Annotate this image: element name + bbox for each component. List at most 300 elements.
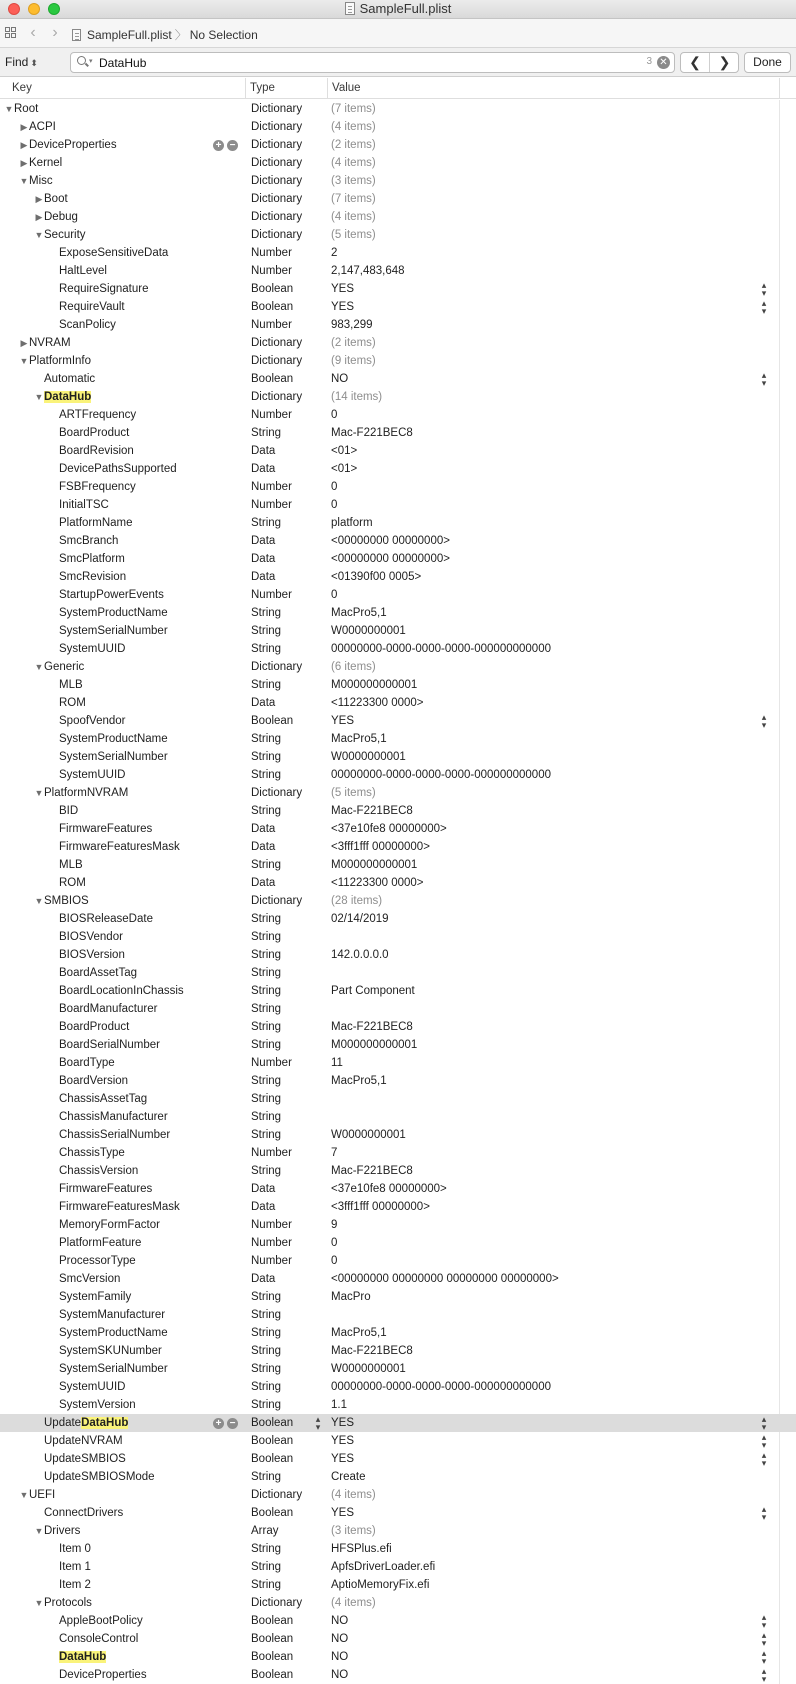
row-type[interactable]: Number <box>251 319 292 331</box>
row-type[interactable]: Data <box>251 1183 276 1195</box>
row-type[interactable]: String <box>251 517 282 529</box>
outline-row[interactable] <box>0 1432 796 1450</box>
outline-row[interactable] <box>0 568 796 586</box>
row-type[interactable]: String <box>251 931 282 943</box>
row-type[interactable]: Boolean <box>251 1615 294 1627</box>
outline-row[interactable] <box>0 388 796 406</box>
disclosure-expanded-icon[interactable]: ▼ <box>4 104 14 114</box>
disclosure-collapsed-icon[interactable]: ▶ <box>20 140 28 150</box>
disclosure-expanded-icon[interactable]: ▼ <box>34 1526 44 1536</box>
outline-row[interactable] <box>0 1324 796 1342</box>
outline-row[interactable] <box>0 802 796 820</box>
add-item-icon[interactable]: + <box>213 1418 224 1429</box>
boolean-popup-chevron-icon[interactable]: ▴ ▾ <box>761 280 767 298</box>
row-value[interactable]: (2 items) <box>331 139 376 151</box>
row-value[interactable]: YES <box>331 301 355 313</box>
outline-row[interactable] <box>0 1288 796 1306</box>
outline-row[interactable] <box>0 928 796 946</box>
outline-row[interactable] <box>0 532 796 550</box>
disclosure-expanded-icon[interactable]: ▼ <box>34 788 44 798</box>
row-type[interactable]: String <box>251 1327 282 1339</box>
outline-row[interactable] <box>0 982 796 1000</box>
outline-row[interactable] <box>0 1180 796 1198</box>
row-value[interactable]: MacPro <box>331 1291 371 1303</box>
outline-row[interactable] <box>0 712 796 730</box>
done-button[interactable]: Done <box>744 52 791 73</box>
outline-row[interactable] <box>0 892 796 910</box>
outline-row[interactable] <box>0 1090 796 1108</box>
next-match-button[interactable]: ❯ <box>718 54 731 70</box>
row-type[interactable]: String <box>251 1129 282 1141</box>
row-value[interactable]: <01390f00 0005> <box>331 571 422 583</box>
row-value[interactable]: <3fff1fff 00000000> <box>331 841 430 853</box>
row-value[interactable]: MacPro5,1 <box>331 1327 387 1339</box>
row-value[interactable]: (4 items) <box>331 157 376 169</box>
row-value[interactable]: <11223300 0000> <box>331 877 424 889</box>
row-type[interactable]: Dictionary <box>251 355 303 367</box>
row-type[interactable]: Dictionary <box>251 1489 303 1501</box>
row-type[interactable]: Dictionary <box>251 193 303 205</box>
row-value[interactable]: (7 items) <box>331 193 376 205</box>
row-value[interactable]: 0 <box>331 481 338 493</box>
disclosure-expanded-icon[interactable]: ▼ <box>19 176 29 186</box>
row-type[interactable]: String <box>251 1111 282 1123</box>
row-value[interactable]: HFSPlus.efi <box>331 1543 392 1555</box>
row-type[interactable]: String <box>251 643 282 655</box>
row-value[interactable]: W0000000001 <box>331 1363 406 1375</box>
row-type[interactable]: Dictionary <box>251 337 303 349</box>
row-type[interactable]: Data <box>251 535 276 547</box>
row-value[interactable]: NO <box>331 1615 349 1627</box>
row-value[interactable]: Mac-F221BEC8 <box>331 1165 413 1177</box>
row-type[interactable]: Data <box>251 445 276 457</box>
outline-row[interactable] <box>0 460 796 478</box>
previous-match-button[interactable]: ❮ <box>681 53 710 72</box>
outline-row[interactable] <box>0 496 796 514</box>
row-type[interactable]: Data <box>251 1201 276 1213</box>
row-type[interactable]: String <box>251 1561 282 1573</box>
remove-item-icon[interactable]: − <box>227 140 238 151</box>
outline-row[interactable] <box>0 1468 796 1486</box>
row-value[interactable]: (3 items) <box>331 1525 376 1537</box>
outline-row[interactable] <box>0 1576 796 1594</box>
outline-row[interactable] <box>0 820 796 838</box>
outline-row[interactable] <box>0 1666 796 1684</box>
row-type[interactable]: Number <box>251 1147 292 1159</box>
row-type[interactable]: Dictionary <box>251 139 303 151</box>
row-value[interactable]: (4 items) <box>331 121 376 133</box>
row-value[interactable]: <00000000 00000000 00000000 00000000> <box>331 1273 559 1285</box>
row-value[interactable]: YES <box>331 1435 355 1447</box>
forward-arrow-icon[interactable]: › <box>52 24 58 41</box>
outline-row[interactable] <box>0 784 796 802</box>
row-value[interactable]: (2 items) <box>331 337 376 349</box>
row-value[interactable]: platform <box>331 517 373 529</box>
outline-row[interactable] <box>0 1648 796 1666</box>
outline-row[interactable] <box>0 586 796 604</box>
row-type[interactable]: String <box>251 751 282 763</box>
outline-row[interactable] <box>0 874 796 892</box>
row-value[interactable]: M000000000001 <box>331 859 418 871</box>
row-type[interactable]: Number <box>251 589 292 601</box>
outline-row[interactable] <box>0 1054 796 1072</box>
row-value[interactable]: (14 items) <box>331 391 383 403</box>
row-value[interactable]: 983,299 <box>331 319 373 331</box>
row-type[interactable]: Data <box>251 571 276 583</box>
outline-row[interactable] <box>0 1630 796 1648</box>
outline-row[interactable] <box>0 262 796 280</box>
boolean-popup-chevron-icon[interactable]: ▴ ▾ <box>761 1432 767 1450</box>
boolean-popup-chevron-icon[interactable]: ▴ ▾ <box>761 712 767 730</box>
row-value[interactable]: W0000000001 <box>331 1129 406 1141</box>
row-type[interactable]: Boolean <box>251 1669 294 1681</box>
row-type[interactable]: Number <box>251 1237 292 1249</box>
outline-row[interactable] <box>0 1018 796 1036</box>
outline-row[interactable] <box>0 370 796 388</box>
row-type[interactable]: Data <box>251 1273 276 1285</box>
outline-row[interactable] <box>0 100 796 118</box>
outline-row[interactable] <box>0 226 796 244</box>
outline-row[interactable] <box>0 1342 796 1360</box>
row-type[interactable]: Boolean <box>251 1453 294 1465</box>
row-type[interactable]: Data <box>251 553 276 565</box>
outline-row[interactable] <box>0 190 796 208</box>
row-type[interactable]: String <box>251 967 282 979</box>
row-value[interactable]: <01> <box>331 463 358 475</box>
row-value[interactable]: Mac-F221BEC8 <box>331 427 413 439</box>
row-value[interactable]: (3 items) <box>331 175 376 187</box>
outline-row[interactable] <box>0 1450 796 1468</box>
row-type[interactable]: Dictionary <box>251 103 303 115</box>
row-type[interactable]: Dictionary <box>251 175 303 187</box>
outline-row[interactable] <box>0 118 796 136</box>
row-type[interactable]: String <box>251 1003 282 1015</box>
row-value[interactable]: <01> <box>331 445 358 457</box>
find-mode-popup[interactable] <box>5 55 38 69</box>
row-type[interactable]: Boolean <box>251 1507 294 1519</box>
row-value[interactable]: YES <box>331 283 355 295</box>
disclosure-collapsed-icon[interactable]: ▶ <box>35 194 43 204</box>
row-type[interactable]: Dictionary <box>251 229 303 241</box>
outline-row[interactable] <box>0 172 796 190</box>
row-value[interactable]: M000000000001 <box>331 1039 418 1051</box>
outline-row[interactable] <box>0 910 796 928</box>
search-input[interactable] <box>99 54 619 71</box>
row-value[interactable]: (4 items) <box>331 211 376 223</box>
row-value[interactable]: <37e10fe8 00000000> <box>331 823 447 835</box>
row-type[interactable]: Number <box>251 1255 292 1267</box>
row-type[interactable]: String <box>251 1039 282 1051</box>
outline-row[interactable] <box>0 694 796 712</box>
row-type[interactable]: Dictionary <box>251 1597 303 1609</box>
disclosure-expanded-icon[interactable]: ▼ <box>34 392 44 402</box>
row-value[interactable]: ApfsDriverLoader.efi <box>331 1561 436 1573</box>
row-value[interactable]: Part Component <box>331 985 415 997</box>
row-value[interactable]: 7 <box>331 1147 338 1159</box>
boolean-popup-chevron-icon[interactable]: ▴ ▾ <box>761 298 767 316</box>
outline-row[interactable] <box>0 838 796 856</box>
outline-row[interactable] <box>0 1144 796 1162</box>
row-value[interactable]: MacPro5,1 <box>331 733 387 745</box>
row-type[interactable]: Number <box>251 499 292 511</box>
outline-row[interactable] <box>0 1558 796 1576</box>
boolean-popup-chevron-icon[interactable]: ▴ ▾ <box>761 1648 767 1666</box>
row-value[interactable]: 2,147,483,648 <box>331 265 405 277</box>
outline-row[interactable] <box>0 1126 796 1144</box>
row-type[interactable]: Number <box>251 247 292 259</box>
row-type[interactable]: Array <box>251 1525 279 1537</box>
row-type[interactable]: String <box>251 1345 282 1357</box>
row-type[interactable]: Data <box>251 463 276 475</box>
outline-row[interactable] <box>0 280 796 298</box>
row-value[interactable]: 00000000-0000-0000-0000-000000000000 <box>331 769 551 781</box>
row-value[interactable]: 0 <box>331 499 338 511</box>
boolean-popup-chevron-icon[interactable]: ▴ ▾ <box>761 1414 767 1432</box>
row-type[interactable]: Dictionary <box>251 391 303 403</box>
outline-row[interactable] <box>0 1504 796 1522</box>
row-value[interactable]: 2 <box>331 247 338 259</box>
row-type[interactable]: String <box>251 679 282 691</box>
row-value[interactable]: YES <box>331 1507 355 1519</box>
row-type[interactable]: String <box>251 1363 282 1375</box>
outline-row[interactable] <box>0 730 796 748</box>
outline-row[interactable] <box>0 154 796 172</box>
column-header-value[interactable]: Value <box>327 78 361 99</box>
row-type[interactable]: String <box>251 859 282 871</box>
outline-row[interactable] <box>0 514 796 532</box>
outline-row[interactable] <box>0 1396 796 1414</box>
row-type[interactable]: String <box>251 1291 282 1303</box>
row-type[interactable]: String <box>251 427 282 439</box>
row-value[interactable]: Mac-F221BEC8 <box>331 1021 413 1033</box>
outline-row[interactable] <box>0 1306 796 1324</box>
boolean-popup-chevron-icon[interactable]: ▴ ▾ <box>761 1504 767 1522</box>
disclosure-expanded-icon[interactable]: ▼ <box>19 356 29 366</box>
row-value[interactable]: 0 <box>331 1237 338 1249</box>
row-type[interactable]: Data <box>251 697 276 709</box>
column-header-key[interactable]: Key <box>12 82 32 94</box>
row-value[interactable]: YES <box>331 1417 355 1429</box>
row-type[interactable]: Boolean <box>251 1633 294 1645</box>
row-value[interactable]: 11 <box>331 1057 343 1069</box>
boolean-popup-chevron-icon[interactable]: ▴ ▾ <box>761 1630 767 1648</box>
disclosure-expanded-icon[interactable]: ▼ <box>34 662 44 672</box>
disclosure-collapsed-icon[interactable]: ▶ <box>20 122 28 132</box>
row-value[interactable]: Mac-F221BEC8 <box>331 805 413 817</box>
outline-row[interactable] <box>0 766 796 784</box>
row-value[interactable]: (4 items) <box>331 1489 376 1501</box>
outline-row[interactable] <box>0 622 796 640</box>
row-type[interactable]: String <box>251 949 282 961</box>
row-value[interactable]: NO <box>331 1669 349 1681</box>
outline-row[interactable] <box>0 1522 796 1540</box>
row-value[interactable]: 0 <box>331 1255 338 1267</box>
outline-row[interactable] <box>0 1252 796 1270</box>
disclosure-collapsed-icon[interactable]: ▶ <box>20 158 28 168</box>
row-value[interactable]: YES <box>331 715 355 727</box>
row-type[interactable]: Dictionary <box>251 121 303 133</box>
row-value[interactable]: W0000000001 <box>331 751 406 763</box>
row-value[interactable]: (7 items) <box>331 103 376 115</box>
row-type[interactable]: Boolean <box>251 373 294 385</box>
back-arrow-icon[interactable]: ‹ <box>30 24 36 41</box>
row-value[interactable]: (9 items) <box>331 355 376 367</box>
row-type[interactable]: Number <box>251 265 292 277</box>
outline-row[interactable] <box>0 442 796 460</box>
row-type[interactable]: String <box>251 985 282 997</box>
row-value[interactable]: 00000000-0000-0000-0000-000000000000 <box>331 643 551 655</box>
row-type[interactable]: String <box>251 1165 282 1177</box>
outline-row[interactable] <box>0 244 796 262</box>
disclosure-collapsed-icon[interactable]: ▶ <box>20 338 28 348</box>
boolean-popup-chevron-icon[interactable]: ▴ ▾ <box>761 1612 767 1630</box>
row-type[interactable]: Boolean <box>251 1435 294 1447</box>
outline-row[interactable] <box>0 334 796 352</box>
row-type[interactable]: Data <box>251 823 276 835</box>
outline-row[interactable] <box>0 136 796 154</box>
outline-row[interactable] <box>0 298 796 316</box>
row-value[interactable]: Mac-F221BEC8 <box>331 1345 413 1357</box>
disclosure-collapsed-icon[interactable]: ▶ <box>35 212 43 222</box>
row-value[interactable]: 0 <box>331 409 338 421</box>
row-type[interactable]: String <box>251 625 282 637</box>
row-type[interactable]: String <box>251 1543 282 1555</box>
outline-row[interactable] <box>0 1378 796 1396</box>
row-type[interactable]: Dictionary <box>251 211 303 223</box>
outline-row[interactable] <box>0 748 796 766</box>
row-value[interactable]: NO <box>331 373 349 385</box>
row-type[interactable]: Data <box>251 841 276 853</box>
row-value[interactable]: 02/14/2019 <box>331 913 389 925</box>
outline-row[interactable] <box>0 1036 796 1054</box>
disclosure-expanded-icon[interactable]: ▼ <box>34 230 44 240</box>
row-value[interactable]: W0000000001 <box>331 625 406 637</box>
row-type[interactable]: String <box>251 805 282 817</box>
outline-row[interactable] <box>0 640 796 658</box>
search-icon[interactable] <box>77 56 89 68</box>
row-type[interactable]: Number <box>251 1219 292 1231</box>
row-value[interactable]: 9 <box>331 1219 338 1231</box>
boolean-popup-chevron-icon[interactable]: ▴ ▾ <box>761 1666 767 1684</box>
outline-row[interactable] <box>0 1594 796 1612</box>
type-popup-chevron-icon[interactable]: ▴ ▾ <box>315 1414 321 1432</box>
row-type[interactable]: String <box>251 1579 282 1591</box>
column-header-type[interactable]: Type <box>245 78 275 99</box>
row-type[interactable]: Boolean <box>251 283 294 295</box>
row-value[interactable]: <11223300 0000> <box>331 697 424 709</box>
outline-row[interactable] <box>0 1072 796 1090</box>
disclosure-expanded-icon[interactable]: ▼ <box>19 1490 29 1500</box>
outline-row[interactable] <box>0 1414 796 1432</box>
row-value[interactable]: <3fff1fff 00000000> <box>331 1201 430 1213</box>
outline-row[interactable] <box>0 1216 796 1234</box>
row-type[interactable]: Dictionary <box>251 895 303 907</box>
outline-row[interactable] <box>0 676 796 694</box>
row-value[interactable]: M000000000001 <box>331 679 418 691</box>
row-type[interactable]: String <box>251 607 282 619</box>
outline-row[interactable] <box>0 1234 796 1252</box>
row-type[interactable]: Boolean <box>251 1651 294 1663</box>
outline-row[interactable] <box>0 1270 796 1288</box>
outline-row[interactable] <box>0 424 796 442</box>
row-type[interactable]: Data <box>251 877 276 889</box>
row-value[interactable]: (6 items) <box>331 661 376 673</box>
row-type[interactable]: Boolean <box>251 301 294 313</box>
outline-row[interactable] <box>0 856 796 874</box>
row-type[interactable]: Dictionary <box>251 787 303 799</box>
row-value[interactable]: <00000000 00000000> <box>331 535 450 547</box>
outline-row[interactable] <box>0 352 796 370</box>
row-type[interactable]: Number <box>251 409 292 421</box>
row-value[interactable]: (5 items) <box>331 787 376 799</box>
row-value[interactable]: (4 items) <box>331 1597 376 1609</box>
row-value[interactable]: <00000000 00000000> <box>331 553 450 565</box>
outline-row[interactable] <box>0 1198 796 1216</box>
outline-row[interactable] <box>0 946 796 964</box>
row-type[interactable]: Number <box>251 1057 292 1069</box>
outline-row[interactable] <box>0 406 796 424</box>
row-value[interactable]: NO <box>331 1651 349 1663</box>
outline-row[interactable] <box>0 316 796 334</box>
search-options-chevron-icon[interactable]: ▾ <box>89 58 93 65</box>
row-value[interactable]: (28 items) <box>331 895 383 907</box>
disclosure-expanded-icon[interactable]: ▼ <box>34 1598 44 1608</box>
row-type[interactable]: Boolean <box>251 1417 294 1429</box>
row-type[interactable]: String <box>251 1075 282 1087</box>
row-type[interactable]: String <box>251 1309 282 1321</box>
row-type[interactable]: Dictionary <box>251 661 303 673</box>
row-type[interactable]: String <box>251 1471 282 1483</box>
outline-row[interactable] <box>0 1540 796 1558</box>
outline-row[interactable] <box>0 1162 796 1180</box>
outline-row[interactable] <box>0 550 796 568</box>
row-value[interactable]: 142.0.0.0.0 <box>331 949 389 961</box>
row-type[interactable]: String <box>251 733 282 745</box>
row-type[interactable]: Number <box>251 481 292 493</box>
row-type[interactable]: String <box>251 1381 282 1393</box>
breadcrumb-selection[interactable]: No Selection <box>189 28 258 42</box>
row-type[interactable]: String <box>251 1021 282 1033</box>
row-value[interactable]: 0 <box>331 589 338 601</box>
row-value[interactable]: 1.1 <box>331 1399 347 1411</box>
row-type[interactable]: String <box>251 913 282 925</box>
clear-search-icon[interactable]: ✕ <box>657 56 670 69</box>
boolean-popup-chevron-icon[interactable]: ▴ ▾ <box>761 1450 767 1468</box>
outline-row[interactable] <box>0 1612 796 1630</box>
disclosure-expanded-icon[interactable]: ▼ <box>34 896 44 906</box>
row-type[interactable]: String <box>251 769 282 781</box>
row-value[interactable]: <37e10fe8 00000000> <box>331 1183 447 1195</box>
breadcrumb-file[interactable]: SampleFull.plist <box>87 28 172 42</box>
outline-row[interactable] <box>0 1360 796 1378</box>
outline-row[interactable] <box>0 208 796 226</box>
outline-row[interactable] <box>0 1000 796 1018</box>
outline-row[interactable] <box>0 658 796 676</box>
row-value[interactable]: Create <box>331 1471 366 1483</box>
row-value[interactable]: MacPro5,1 <box>331 1075 387 1087</box>
row-type[interactable]: Boolean <box>251 715 294 727</box>
row-value[interactable]: NO <box>331 1633 349 1645</box>
outline-row[interactable] <box>0 964 796 982</box>
search-field[interactable] <box>70 52 675 73</box>
remove-item-icon[interactable]: − <box>227 1418 238 1429</box>
add-item-icon[interactable]: + <box>213 140 224 151</box>
row-value[interactable]: 00000000-0000-0000-0000-000000000000 <box>331 1381 551 1393</box>
outline-row[interactable] <box>0 1486 796 1504</box>
row-type[interactable]: Dictionary <box>251 157 303 169</box>
row-type[interactable]: String <box>251 1399 282 1411</box>
outline-row[interactable] <box>0 1108 796 1126</box>
